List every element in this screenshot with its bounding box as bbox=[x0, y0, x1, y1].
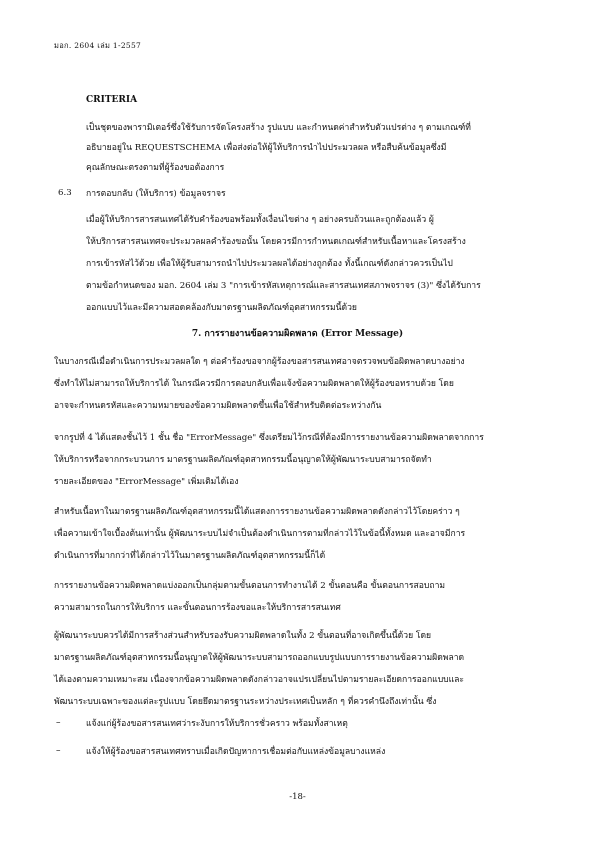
paragraph-line: ให้บริการหรือจากกระบวนการ มาตรฐานผลิตภัณฑ์อุตสาหกรรมนี้อนุญาตให้ผู้พัฒนาระบบสามารถจัดทำ bbox=[54, 455, 432, 465]
paragraph-line: สำหรับเนื้อหาในมาตรฐานผลิตภัณฑ์อุตสาหกรรมนี้ได้แสดงการรายงานข้อความผิดพลาดดังกล่าวไว้โดยคร่าว ๆ bbox=[54, 507, 460, 517]
paragraph-line: ความสามารถในการให้บริการ และขั้นตอนการร้องขอและให้บริการสารสนเทศ bbox=[54, 603, 341, 613]
paragraph-line: มาตรฐานผลิตภัณฑ์อุตสาหกรรมนี้อนุญาตให้ผู้พัฒนาระบบสามารถออกแบบรูปแบบการรายงานข้อความผิดพลาด bbox=[54, 653, 465, 663]
bullet-item: แจ้งแก่ผู้ร้องขอสารสนเทศว่าระงับการให้บริการชั่วคราว พร้อมทั้งสาเหตุ bbox=[86, 719, 348, 729]
paragraph-line: ได้เองตามความเหมาะสม เนื่องจากข้อความผิดพลาดดังกล่าวอาจแปรเปลี่ยนไปตามรายละเอียดการออกแบบและ bbox=[54, 675, 465, 685]
page-number: -18- bbox=[289, 792, 306, 802]
section-number: 6.3 bbox=[58, 188, 72, 198]
section-title: การตอบกลับ (ให้บริการ) ข้อมูลจราจร bbox=[86, 189, 226, 199]
bullet-item: แจ้งให้ผู้ร้องขอสารสนเทศทราบเมื่อเกิดปัญหาการเชื่อมต่อกับแหล่งข้อมูลบางแหล่ง bbox=[86, 747, 386, 757]
paragraph-line: อาจจะกำหนดรหัสและความหมายของข้อความผิดพลาดขึ้นเพื่อใช้สำหรับติดต่อระหว่างกัน bbox=[54, 401, 382, 411]
section-line: ตามข้อกำหนดของ มอก. 2604 เล่ม 3 "การเข้ารหัสเหตุการณ์และสารสนเทศสภาพจราจร (3)" ซึ่งได้รับการ bbox=[86, 281, 481, 291]
paragraph-line: ซึ่งทำให้ไม่สามารถให้บริการได้ ในกรณีควรมีการตอบกลับเพื่อแจ้งข้อความผิดพลาดให้ผู้ร้องขอทราบด้วย โดย bbox=[54, 379, 454, 389]
section-line: เมื่อผู้ให้บริการสารสนเทศได้รับคำร้องขอพร้อมทั้งเงื่อนไขต่าง ๆ อย่างครบถ้วนและถูกต้องแล้ว ผู้ bbox=[86, 215, 434, 225]
paragraph-line: จากรูปที่ 4 ได้แสดงชั้นไว้ 1 ชั้น ชื่อ "ErrorMessage" ซึ่งเตรียมไว้กรณีที่ต้องมีการรายงานข้อความผิดพลาดจากการ bbox=[54, 433, 484, 443]
criteria-line: อธิบายอยู่ใน REQUESTSCHEMA เพื่อส่งต่อให้ผู้ให้บริการนำไปประมวลผล หรือสืบค้นข้อมูลซึ่งมี bbox=[86, 143, 447, 153]
section-line: ให้บริการสารสนเทศจะประมวลผลคำร้องขอนั้น โดยควรมีการกำหนดเกณฑ์สำหรับเนื้อหาและโครงสร้าง bbox=[86, 237, 466, 247]
section-line: การเข้ารหัสไว้ด้วย เพื่อให้ผู้รับสามารถนำไปประมวลผลได้อย่างถูกต้อง ทั้งนี้เกณฑ์ดังกล่าวควรเป็นไป bbox=[86, 259, 453, 269]
paragraph-line: ผู้พัฒนาระบบควรได้มีการสร้างส่วนสำหรับรองรับความผิดพลาดในทั้ง 2 ขั้นตอนที่อาจเกิดขึ้นนี้ด้วย โดย bbox=[54, 631, 432, 641]
paragraph-line: รายละเอียดของ "ErrorMessage" เพิ่มเติมได้เอง bbox=[54, 477, 239, 487]
bullet-dash-icon: – bbox=[56, 746, 61, 756]
paragraph-line: ดำเนินการที่มากกว่าที่ได้กล่าวไว้ในมาตรฐานผลิตภัณฑ์อุตสาหกรรมนี้ก็ได้ bbox=[54, 551, 326, 561]
paragraph-line: เพื่อความเข้าใจเบื้องต้นเท่านั้น ผู้พัฒนาระบบไม่จำเป็นต้องดำเนินการตามที่กล่าวไว้ในข้อนี้ทั้งหมด และอาจมีการ bbox=[54, 529, 466, 539]
paragraph-line: ในบางกรณีเมื่อดำเนินการประมวลผลใด ๆ ต่อคำร้องขอจากผู้ร้องขอสารสนเทศอาจตรวจพบข้อผิดพลาดบางอย่าง bbox=[54, 357, 465, 367]
criteria-line: คุณลักษณะตรงตามที่ผู้ร้องขอต้องการ bbox=[86, 163, 225, 173]
criteria-line: เป็นชุดของพารามิเตอร์ซึ่งใช้รับการจัดโครงสร้าง รูปแบบ และกำหนดค่าสำหรับตัวแปรต่าง ๆ ตามเกณฑ์ที่ bbox=[86, 123, 471, 133]
paragraph-line: การรายงานข้อความผิดพลาดแบ่งออกเป็นกลุ่มตามขั้นตอนการทำงานได้ 2 ขั้นตอนคือ ขั้นตอนการสอบถาม bbox=[54, 581, 446, 591]
page-header: มอก. 2604 เล่ม 1-2557 bbox=[54, 41, 142, 50]
section-7-heading: 7. การรายงานข้อความผิดพลาด (Error Message) bbox=[191, 329, 404, 339]
bullet-dash-icon: – bbox=[56, 718, 61, 728]
criteria-heading: CRITERIA bbox=[86, 95, 138, 105]
paragraph-line: พัฒนาระบบเฉพาะของแต่ละรูปแบบ โดยยึดมาตรฐานระหว่างประเทศเป็นหลัก ๆ ที่ควรคำนึงถึงเท่านั้น ซึ่ง bbox=[54, 697, 437, 707]
section-line: ออกแบบไว้และมีความสอดคล้องกับมาตรฐานผลิตภัณฑ์อุตสาหกรรมนี้ด้วย bbox=[86, 303, 357, 313]
